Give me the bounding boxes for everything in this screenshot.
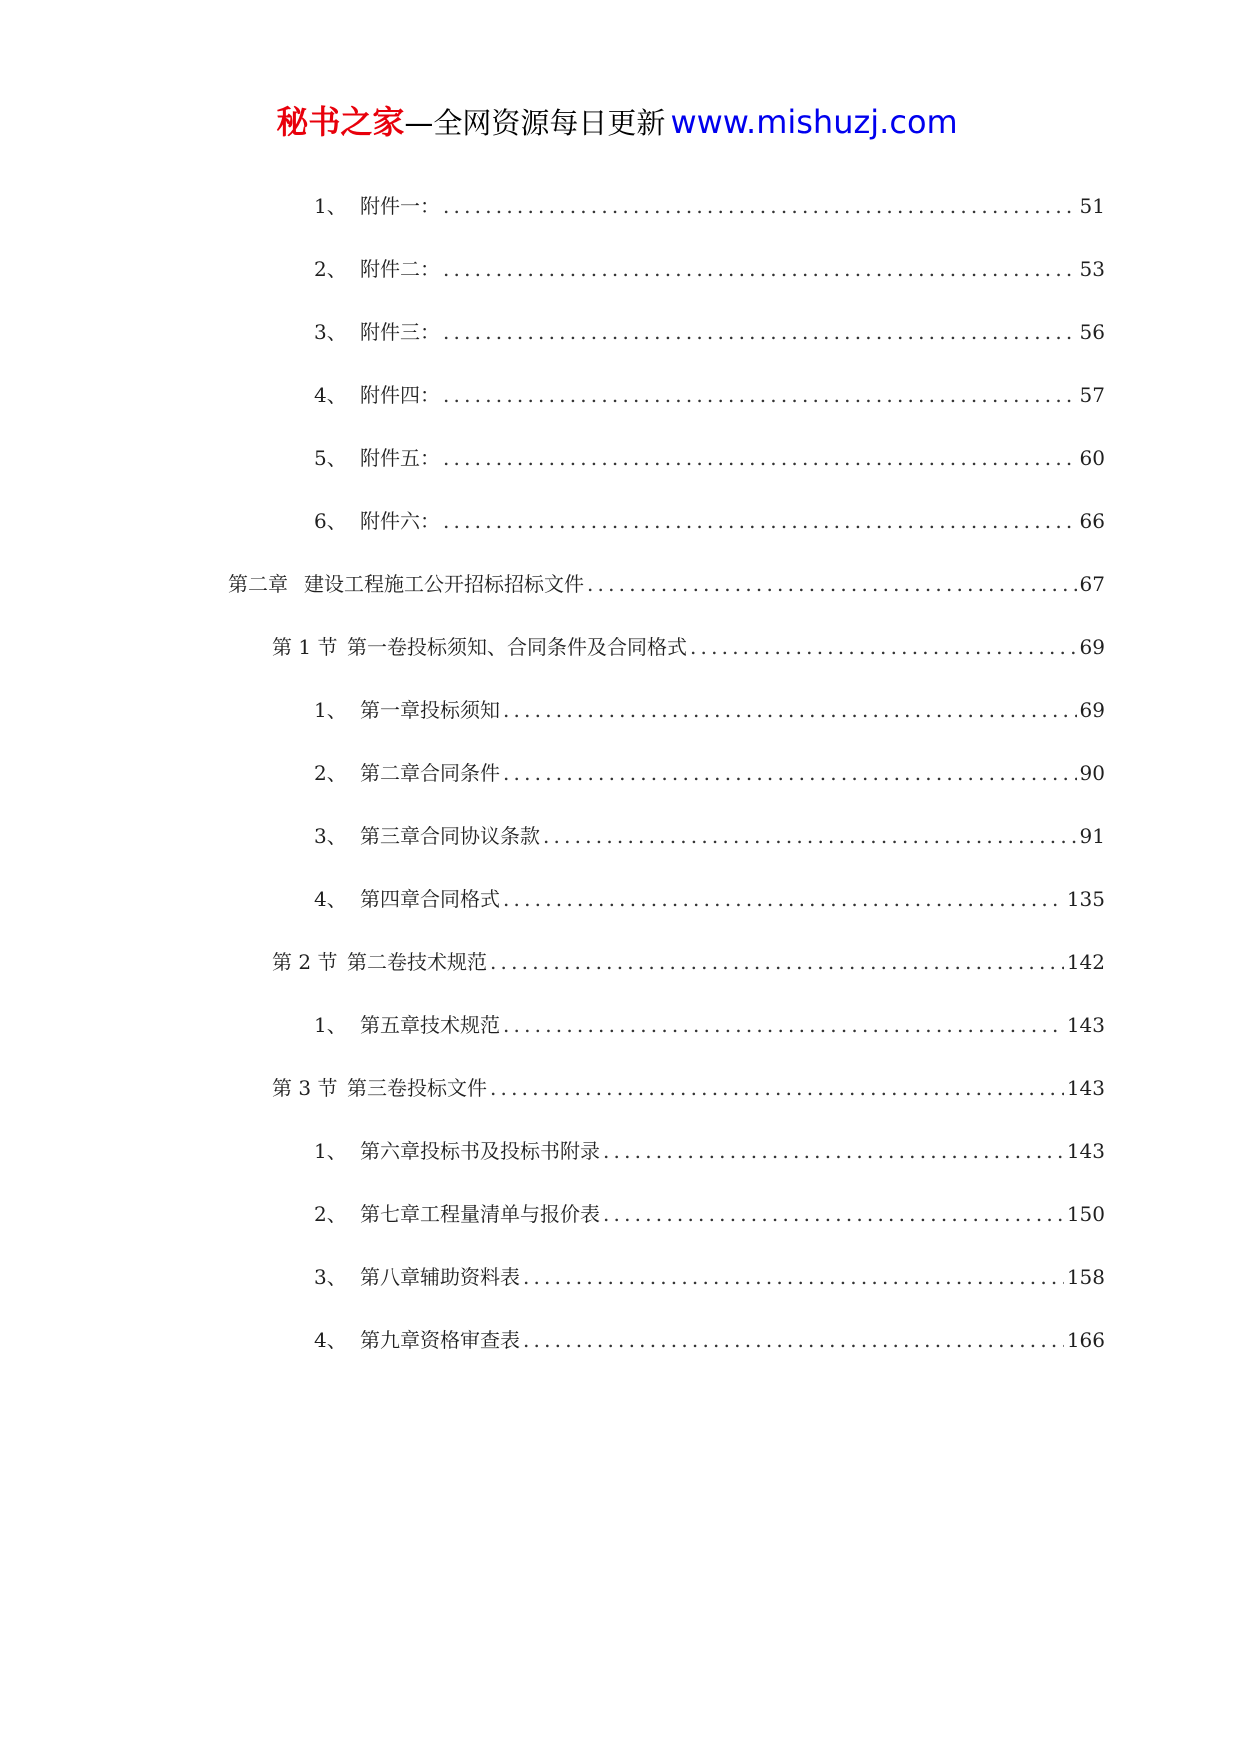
toc-entry-page: 56 — [1079, 320, 1105, 344]
dot-leader — [443, 375, 1077, 415]
toc-section[interactable] — [272, 942, 1105, 982]
toc-entry[interactable] — [314, 1194, 1105, 1234]
toc-entry-page: 91 — [1079, 824, 1105, 848]
toc-entry[interactable] — [314, 186, 1105, 226]
dot-leader — [523, 1320, 1064, 1360]
toc-entry-number: 第二章 — [228, 572, 288, 596]
toc-entry-title: 第四章合同格式 — [360, 887, 500, 911]
toc-entry-number: 第 3 节 — [272, 1076, 338, 1100]
site-banner — [0, 100, 1234, 150]
toc-entry-page: 53 — [1079, 257, 1105, 281]
toc-entry-number: 4、 — [314, 887, 347, 911]
toc-entry-page: 143 — [1066, 1076, 1105, 1100]
dot-leader — [503, 1005, 1064, 1045]
toc-entry-page: 142 — [1066, 950, 1105, 974]
toc-entry-number: 2、 — [314, 761, 347, 785]
toc-entry[interactable] — [314, 1320, 1105, 1360]
website-link[interactable]: www.mishuzj.com — [670, 103, 958, 141]
toc-entry-title: 第一章投标须知 — [360, 698, 500, 722]
toc-entry-number: 3、 — [314, 1265, 347, 1289]
toc-entry-title: 附件五： — [360, 446, 440, 470]
dot-leader — [443, 501, 1077, 541]
dot-leader — [690, 627, 1077, 667]
toc-entry[interactable] — [314, 438, 1105, 478]
toc-chapter[interactable] — [228, 564, 1105, 604]
toc-section[interactable] — [272, 1068, 1105, 1108]
toc-entry-title: 附件二： — [360, 257, 440, 281]
toc-entry[interactable] — [314, 312, 1105, 352]
toc-entry-number: 3、 — [314, 320, 347, 344]
toc-entry-page: 67 — [1079, 572, 1105, 596]
toc-entry-title: 第三章合同协议条款 — [360, 824, 540, 848]
dot-leader — [543, 816, 1077, 856]
toc-entry[interactable] — [314, 1005, 1105, 1045]
toc-entry-page: 69 — [1079, 635, 1105, 659]
toc-entry-number: 2、 — [314, 257, 347, 281]
toc-entry-page: 158 — [1066, 1265, 1105, 1289]
toc-entry-number: 3、 — [314, 824, 347, 848]
toc-entry-page: 143 — [1066, 1013, 1105, 1037]
toc-entry-number: 5、 — [314, 446, 347, 470]
toc-entry-number: 2、 — [314, 1202, 347, 1226]
toc-entry[interactable] — [314, 375, 1105, 415]
toc-entry-number: 1、 — [314, 1139, 347, 1163]
dot-leader — [603, 1131, 1064, 1171]
toc-entry[interactable] — [314, 1257, 1105, 1297]
dot-leader — [503, 753, 1077, 793]
toc-entry-title: 第七章工程量清单与报价表 — [360, 1202, 600, 1226]
dot-leader — [443, 249, 1077, 289]
toc-entry-page: 143 — [1066, 1139, 1105, 1163]
brand-name: 秘书之家 — [276, 103, 405, 141]
toc-entry-page: 57 — [1079, 383, 1105, 407]
toc-entry[interactable] — [314, 816, 1105, 856]
toc-entry-number: 4、 — [314, 383, 347, 407]
dot-leader — [443, 186, 1077, 226]
dot-leader — [587, 564, 1077, 604]
toc-entry-title: 第一卷投标须知、合同条件及合同格式 — [347, 635, 687, 659]
dot-leader — [603, 1194, 1064, 1234]
toc-entry-page: 166 — [1066, 1328, 1105, 1352]
toc-entry[interactable] — [314, 1131, 1105, 1171]
toc-entry-title: 附件一： — [360, 194, 440, 218]
toc-section[interactable] — [272, 627, 1105, 667]
toc-entry-number: 4、 — [314, 1328, 347, 1352]
toc-entry-title: 建设工程施工公开招标招标文件 — [304, 572, 584, 596]
toc-entry-title: 第八章辅助资料表 — [360, 1265, 520, 1289]
toc-entry-title: 第二章合同条件 — [360, 761, 500, 785]
dot-leader — [490, 942, 1064, 982]
toc-entry-page: 150 — [1066, 1202, 1105, 1226]
toc-entry-number: 1、 — [314, 1013, 347, 1037]
toc-entry-title: 第二卷技术规范 — [347, 950, 487, 974]
toc-entry-number: 1、 — [314, 194, 347, 218]
dot-leader — [490, 1068, 1064, 1108]
toc-entry-page: 135 — [1066, 887, 1105, 911]
toc-entry[interactable] — [314, 753, 1105, 793]
toc-entry-page: 60 — [1079, 446, 1105, 470]
dot-leader — [523, 1257, 1064, 1297]
banner-slogan: —全网资源每日更新 — [404, 106, 666, 140]
toc-entry[interactable] — [314, 879, 1105, 919]
dot-leader — [443, 438, 1077, 478]
dot-leader — [503, 690, 1077, 730]
toc-entry-title: 第五章技术规范 — [360, 1013, 500, 1037]
toc-entry[interactable] — [314, 249, 1105, 289]
dot-leader — [443, 312, 1077, 352]
toc-entry-number: 1、 — [314, 698, 347, 722]
toc-entry[interactable] — [314, 690, 1105, 730]
toc-entry-page: 69 — [1079, 698, 1105, 722]
toc-entry-page: 90 — [1079, 761, 1105, 785]
toc-entry-page: 66 — [1079, 509, 1105, 533]
toc-entry-number: 6、 — [314, 509, 347, 533]
toc-entry-title: 第九章资格审查表 — [360, 1328, 520, 1352]
toc-entry-page: 51 — [1079, 194, 1105, 218]
toc-entry-title: 附件六： — [360, 509, 440, 533]
toc-entry-number: 第 2 节 — [272, 950, 338, 974]
toc-entry-title: 附件三： — [360, 320, 440, 344]
toc-entry-title: 第三卷投标文件 — [347, 1076, 487, 1100]
toc-entry-number: 第 1 节 — [272, 635, 338, 659]
toc-entry-title: 附件四： — [360, 383, 440, 407]
dot-leader — [503, 879, 1064, 919]
toc-entry[interactable] — [314, 501, 1105, 541]
toc-entry-title: 第六章投标书及投标书附录 — [360, 1139, 600, 1163]
